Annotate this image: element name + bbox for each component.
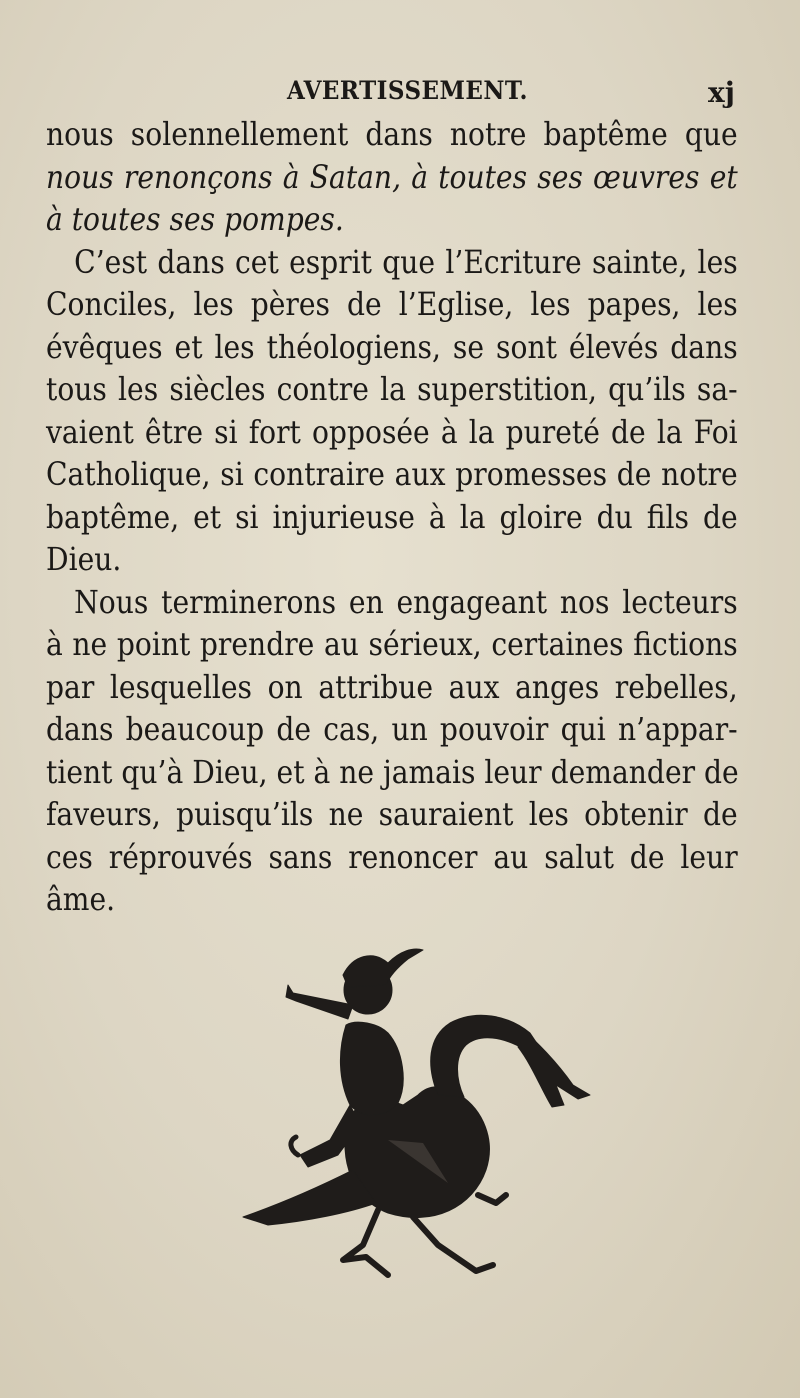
text-line: tient qu’à Dieu, et à ne jamais leur demander de <box>46 752 739 791</box>
text-line: dans beaucoup de cas, un pouvoir qui n’appar- <box>46 710 738 748</box>
text-line: par lesquelles on attribue aux anges rebelles, <box>46 667 738 706</box>
body-text <box>46 113 738 921</box>
text-line: à toutes ses pompes. <box>46 200 344 238</box>
text-line: Catholique, si contraire aux promesses de notre <box>46 455 738 493</box>
text-line: vaient être si fort opposée à la pureté de la Foi <box>46 412 738 451</box>
running-title: AVERTISSEMENT. <box>287 76 528 105</box>
text-line: baptême, et si injurieuse à la gloire du fils de <box>46 497 738 536</box>
text-line: tous les siècles contre la superstition, qu’ils sa- <box>46 370 738 408</box>
text-line: Conciles, les pères de l’Eglise, les papes, les <box>46 285 738 323</box>
text-line: faveurs, puisqu’ils ne sauraient les obtenir de <box>46 795 738 833</box>
text-line: nous solennellement dans notre baptême que <box>46 115 738 153</box>
text-line: à ne point prendre au sérieux, certaines fictions <box>46 625 738 663</box>
page-header <box>0 76 800 116</box>
text-line: C’est dans cet esprit que l’Ecriture sainte, les <box>74 242 738 281</box>
text-line: Dieu. <box>46 540 122 578</box>
page-number: xj <box>708 76 735 109</box>
text-line: évêques et les théologiens, se sont élevés dans <box>46 327 738 366</box>
text-line: Nous terminerons en engageant nos lecteurs <box>74 582 738 621</box>
text-line: ces réprouvés sans renoncer au salut de leur <box>46 837 738 876</box>
text-line: âme. <box>46 880 116 918</box>
witch-riding-goose-vignette-icon <box>238 945 598 1305</box>
text-line: nous renonçons à Satan, à toutes ses œuvres et <box>46 157 738 196</box>
